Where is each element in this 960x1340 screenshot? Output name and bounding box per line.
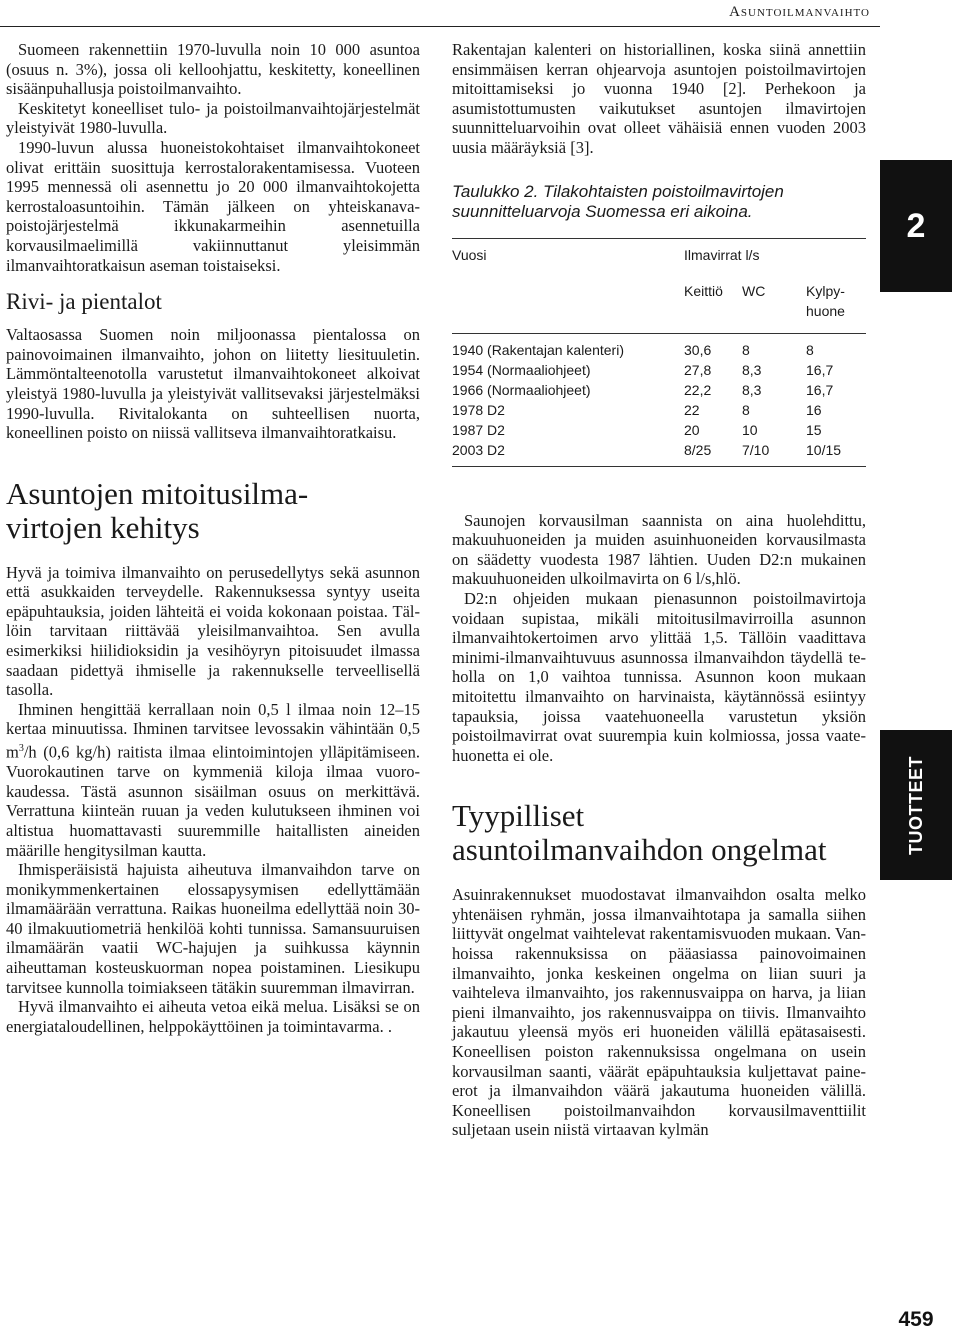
subheading-rivi-ja-pientalot: Rivi- ja pientalot	[6, 289, 162, 315]
paragraph: Keskitetyt koneelliset tulo- ja poistoilmanvaihtojärjestelmät yleistyivät 1980-luvulla.	[6, 98, 420, 138]
cell-year: 1966 (Normaaliohjeet)	[452, 381, 591, 398]
cell-bathroom: 16,7	[806, 361, 834, 378]
right-column	[452, 40, 866, 1140]
table-caption	[452, 182, 866, 222]
cell-bathroom: 8	[806, 341, 814, 358]
header-rule	[0, 26, 880, 27]
running-head: Asuntoilmanvaihto	[729, 4, 870, 20]
header-wc: WC	[742, 282, 766, 299]
header-bathroom	[806, 281, 866, 334]
spacer	[452, 467, 866, 511]
text-run: Ihminen hengittää kerrallaan noin 0,5 l ilmaa noin 12–15 kertaa minuutissa. Ihminen tarvitsee levossakin vähintään 0,5 m	[6, 699, 420, 762]
superscript: 3	[18, 743, 24, 755]
cell-bathroom: 16	[806, 401, 822, 418]
cell-kitchen: 8/25	[684, 441, 712, 458]
section-heading-line: Asuntojen mitoitusilma-	[6, 475, 309, 511]
left-column	[6, 40, 420, 1036]
section-heading-line: virtojen kehitys	[6, 509, 200, 545]
cell-kitchen: 22	[684, 401, 700, 418]
cell-year: 2003 D2	[452, 441, 505, 458]
cell-year: 1940 (Rakentajan kalenteri)	[452, 341, 624, 358]
caption-line: suunnitteluarvoja Suomessa eri aikoina.	[452, 201, 753, 221]
table-header-row	[452, 239, 866, 281]
table-row	[452, 360, 866, 380]
paragraph: D2:n ohjeiden mukaan pienasunnon poistoilmavirtoja voidaan supistaa, mikäli mitoitusilmavirroilla asunnon ilmanvaihtokertoimen arvo ylittää 1,5. Tällöin vaadittava minimi-ilmanvaihtuvuus asunnossa ilmanvaihdon täydellä teholla on 1,0 vaihtoa tunnissa. Asunnon koon mukaan mitoitettu ilmanvaihto on harvinaista, käytännössä esiintyy tapauksia, joissa vaatehuoneella varustetun yksiön poistoilmavirrat ovat suurempia kuin kolmiossa, jossa vaatehuonetta ei ole.	[452, 588, 866, 765]
paragraph: Rakentajan kalenteri on historiallinen, koska siinä annettiin ensimmäisen kerran ohjearvoja asuntojen poistoilmavirtojen mitoittamiseksi jo vuonna 1940 [2]. Perhekoon ja asumistottumusten vaikutukset asuntojen ilmavirtojen suunnitteluarvoihin ovat olleet vähäisiä ennen vuoden 2003 uusia määräyksiä [3].	[452, 40, 866, 157]
table-row	[452, 400, 866, 420]
chapter-number-tab: 2	[880, 160, 952, 292]
caption-line: Taulukko 2. Tilakohtaisten poistoilmavirtojen	[452, 181, 784, 201]
cell-year: 1954 (Normaaliohjeet)	[452, 361, 591, 378]
paragraph: 1990-luvun alussa huoneistokohtaiset ilmanvaihtokoneet olivat erittäin suosittuja kerrostalorakentamisessa. Vuoteen 1995 mennessä oli asennettu jo 20 000 ilmanvaihtokojetta kerrostaloasuntoihin. Tämän jälkeen on yhteiskanavapoistojärjestelmä ikkunakarmeihin asennetuilla korvausilmaelimillä vakiinnuttanut yleisimmän ilmanvaihtoratkaisun aseman toistaiseksi.	[6, 137, 420, 275]
cell-wc: 8,3	[742, 381, 762, 398]
cell-wc: 10	[742, 421, 758, 438]
paragraph: Asuinrakennukset muodostavat ilmanvaihdon osalta melko yhtenäisen ryhmän, jossa ilmanvaihtotapa ja samalla siihen liittyvät ongelmat vaihtelevat rakentamisvuoden mukaan. Vanhoissa rakennuksissa on pääasiassa painovoimainen ilmanvaihto, jonka keskeinen ongelma on liian suuri ja vaihteleva ilmanvaihto, jos rakennusvaippa on harva, ja liian pieni ilmanvaihto, jos rakennusvaippa on tiivis. Ilmanvaihto jakautuu yleensä myös eri huoneiden välillä epätasaisesti. Koneellisen poiston rakennuksissa ongelmana on usein korvausilman saanti, väärät epäpuhtauksia kuljettavat paine-erot ja ilmanvaihdon väärä jakautuma huoneiden välillä. Koneellisen poistoilmanvaihdon korvausilmaventtiilit suljetaan usein niistä virtaavan kylmän	[452, 885, 866, 1140]
paragraph: Hyvä ilmanvaihto ei aiheuta vetoa eikä melua. Lisäksi se on energiataloudellinen, helppokäyttöinen ja toimintavarma. .	[6, 997, 420, 1036]
header-year: Vuosi	[452, 246, 487, 263]
section-heading	[6, 477, 420, 545]
paragraph: Hyvä ja toimiva ilmanvaihto on perusedellytys sekä asunnon että asukkaiden terveydelle. Rakennuksessa syntyy useita epäpuhtauksia, joiden lähteitä ei voida kokonaan poistaa. Tällöin tarvitaan riittävää yleisilmanvaihtoa. Sen avulla esimerkiksi hiilidioksidin ja vesihöyryn pitoisuudet ilmassa saadaan pidettyä ihmiselle ja rakennukselle terveellisellä tasolla.	[6, 562, 420, 700]
section-heading	[452, 799, 866, 867]
section-heading-line: Tyypilliset	[452, 798, 585, 834]
cell-wc: 8	[742, 341, 750, 358]
ventilation-table	[452, 238, 866, 467]
table-subheader-row	[452, 281, 866, 334]
table-row	[452, 334, 866, 360]
section-label-text: TUOTTEET	[905, 755, 926, 855]
cell-year: 1987 D2	[452, 421, 505, 438]
cell-bathroom: 10/15	[806, 441, 842, 458]
cell-year: 1978 D2	[452, 401, 505, 418]
cell-kitchen: 20	[684, 421, 700, 438]
cell-wc: 7/10	[742, 441, 770, 458]
section-label-tab	[880, 730, 952, 880]
table-row	[452, 380, 866, 400]
section-heading-line: asuntoilmanvaihdon ongelmat	[452, 832, 827, 868]
page-number: 459	[898, 1308, 934, 1331]
header-kitchen: Keittiö	[684, 282, 723, 299]
cell-bathroom: 15	[806, 421, 822, 438]
cell-kitchen: 30,6	[684, 341, 712, 358]
text-run: /h (0,6 kg/h) raitista ilmaa elintoimintojen ylläpitämiseen. Vuorokautinen tarve on kymmeniä kiloja ilmaa vuorokaudessa. Tästä asunnon sisäilman osuus on merkittävä. Verrattuna kiinteän ruuan ja veden kulutukseen ihminen voi altistua huomattavasti suuremmille haitallisten aineiden määrille hengitysilman kautta.	[6, 742, 420, 860]
paragraph: Saunojen korvausilman saannista on aina huolehdittu, makuuhuoneiden ja muiden asuinhuoneiden korvausilmasta on säädetty vuodesta 1987 lähtien. Uuden D2:n mukainen makuuhuoneiden ulkoilmavirta on 6 l/s,hlö.	[452, 510, 866, 589]
table-row	[452, 440, 866, 467]
paragraph: Ihmisperäisistä hajuista aiheutuva ilmanvaihdon tarve on monikymmenkertainen elossapysymisen edellyttämään ilmamäärään verrattuna. Raikas huoneilma edellyttää noin 30-40 ilmakuutiometriä henkilöä kohti tunnissa. Samansuuruisen ilmamäärän vaatii WC-hajujen ja suihkussa käynnin aiheuttaman kosteuskuorman nopea poistaminen. Liesikupu tarvitsee kunnolla toimiakseen tätäkin suuremman ilmavirran.	[6, 860, 420, 997]
cell-kitchen: 27,8	[684, 361, 712, 378]
table-row	[452, 420, 866, 440]
header-airflow-group: Ilmavirrat l/s	[684, 246, 760, 263]
header-bathroom-line: Kylpy-	[806, 282, 845, 299]
paragraph: Valtaosassa Suomen noin miljoonassa pientalossa on painovoimainen ilmanvaihto, johon on liitetty liesituuletin. Lämmöntalteenotolla varustetut ilmanvaihtokoneet alkoivat yleistyä 1980-luvulla ja yleistyivät vallitsevaksi järjestelmäksi 1990-luvulla. Rivitalokanta on suhteellisen nuorta, koneellinen poisto on niissä vallitseva ilmanvaihtoratkaisu.	[6, 325, 420, 443]
cell-wc: 8,3	[742, 361, 762, 378]
paragraph	[6, 700, 420, 860]
cell-wc: 8	[742, 401, 750, 418]
header-bathroom-line: huone	[806, 302, 845, 319]
paragraph: Suomeen rakennettiin 1970-luvulla noin 10 000 asuntoa (osuus n. 3%), jossa oli kelloohjattu, keskitetty, koneellinen sisäänpuhallusja poistoilmanvaihto.	[6, 40, 420, 99]
cell-bathroom: 16,7	[806, 381, 834, 398]
cell-kitchen: 22,2	[684, 381, 712, 398]
